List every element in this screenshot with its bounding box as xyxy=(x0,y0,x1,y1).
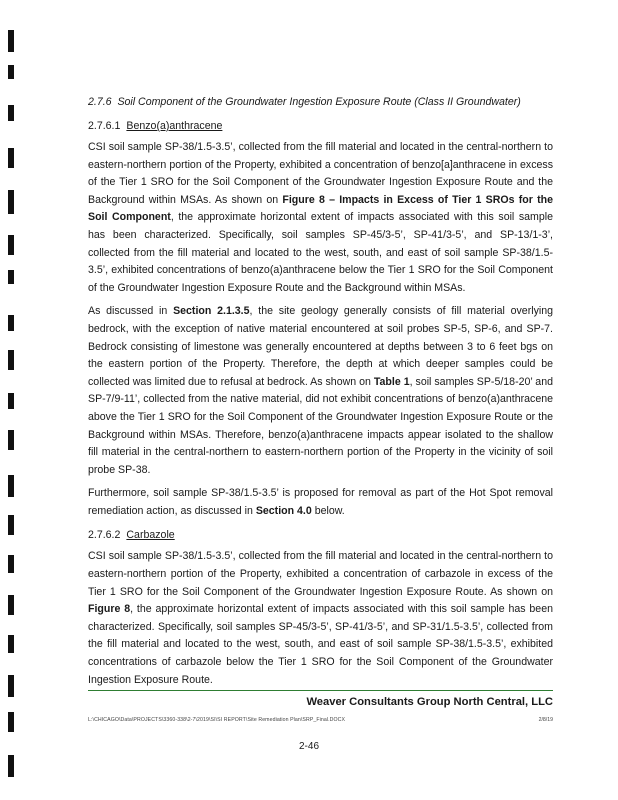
text-run: , the approximate horizontal extent of impacts associated with this soil sample has been characterized. Specifically, soil samples SP-45/3-5’, SP-41/3-5’, and SP-31/1.5-3.5’, collected from the fill material and located to the west, south, and east of soil sample SP-38/1.5-3.5’, exhibited concentrations of carbazole below the Tier 1 SRO for the Soil Component of the Groundwater Ingestion Exposure Route. xyxy=(88,603,553,686)
text-run: , the site geology generally consists of fill material overlying bedrock, with the exception of native material encountered at soil probes SP-5, SP-6, and SP-7. Bedrock consisting of limestone was generally encountered at depths between 3 to 6 feet bgs on the eastern portion of the Property. Therefore, the depth at which deeper samples could be collected was limited due to refusal at bedrock. As shown on xyxy=(88,305,554,388)
text-run: CSI soil sample SP-38/1.5-3.5’, collected from the fill material and located in the central-northern to eastern-northern portion of the Property, exhibited a concentration of benzo[a]anthracene in excess of the Tier 1 SRO for the Soil Component of the Groundwater Ingestion Exposure Route and the Background within MSAs. As shown on xyxy=(88,141,553,206)
firm-name: Weaver Consultants Group North Central, LLC xyxy=(306,696,553,708)
binding-mark xyxy=(8,315,14,331)
subsection-title: Carbazole xyxy=(126,529,175,542)
section-title: Soil Component of the Groundwater Ingestion Exposure Route (Class II Groundwater) xyxy=(117,96,521,108)
binding-mark xyxy=(8,515,14,535)
subsection-number: 2.7.6.2 xyxy=(88,529,121,542)
binding-mark xyxy=(8,65,14,79)
binding-mark xyxy=(8,190,14,214)
footer-rule xyxy=(88,690,553,691)
binding-mark xyxy=(8,430,14,450)
text-run: CSI soil sample SP-38/1.5-3.5’, collected from the fill material and located in the central-northern to eastern-northern portion of the Property, exhibited a concentration of carbazole in excess of the Tier 1 SRO for the Soil Component of the Groundwater Ingestion Exposure Route. As shown on xyxy=(88,550,553,598)
binding-mark xyxy=(8,148,14,168)
section-reference: Section 2.1.3.5 xyxy=(173,305,250,318)
text-run: , soil samples SP-5/18-20’ and SP-7/9-11’, collected from the native material, did not exhibit concentrations of benzo(a)anthracene above the Tier 1 SRO for the Soil Component of the Groundwater Ingestion Exposure Route or the Background within MSAs. Therefore, benzo(a)anthracene impacts appear isolated to the shallow fill material in the central-northern to eastern-northern portion of the Property in the vicinity of soil probe SP-38. xyxy=(88,375,553,476)
binding-mark xyxy=(8,595,14,615)
text-run: , the approximate horizontal extent of impacts associated with this soil sample has been characterized. Specifically, soil samples SP-45/3-5’, SP-41/3-5’, and SP-13/1-3’, collected from the fill material and located to the west, south, and east of soil sample SP-38/1.5-3.5’, exhibited concentrations of benzo(a)anthracene below the Tier 1 SRO for the Soil Component of the Groundwater Ingestion Exposure Route and the Background within MSAs. xyxy=(88,211,553,294)
binding-mark xyxy=(8,755,14,777)
page-number: 2-46 xyxy=(298,741,319,752)
binding-mark xyxy=(8,475,14,497)
binding-mark xyxy=(8,393,14,409)
binding-mark xyxy=(8,105,14,121)
file-path: L:\CHICAGO\Data\PROJECTS\3360-338\2-7\2019\SI\SI REPORT\Site Remediation Plan\SRP_Final.DOCX xyxy=(88,717,346,723)
figure-reference: Figure 8 – Impacts in Excess of Tier 1 SROs for the Soil Component xyxy=(88,193,553,224)
binding-mark xyxy=(8,350,14,370)
subsection-heading-benzo xyxy=(88,118,553,134)
text-run: Furthermore, soil sample SP-38/1.5-3.5’ is proposed for removal as part of the Hot Spot removal remediation action, as discussed in xyxy=(88,487,553,517)
binding-marks xyxy=(8,0,18,800)
footer-date: 2/8/19 xyxy=(538,717,553,723)
subsection-heading-carbazole xyxy=(88,527,553,543)
binding-mark xyxy=(8,675,14,697)
document-body xyxy=(88,94,553,689)
text-run: below. xyxy=(311,504,345,517)
binding-mark xyxy=(8,270,14,284)
paragraph-benzo-2 xyxy=(88,303,553,479)
subsection-number: 2.7.6.1 xyxy=(88,120,121,132)
text-run: As discussed in xyxy=(88,305,174,318)
paragraph-carbazole-1 xyxy=(88,548,553,689)
paragraph-benzo-3 xyxy=(88,485,553,520)
section-reference: Section 4.0 xyxy=(255,504,312,517)
binding-mark xyxy=(8,555,14,573)
subsection-title: Benzo(a)anthracene xyxy=(126,120,223,132)
table-reference: Table 1 xyxy=(373,375,410,388)
section-heading xyxy=(88,94,553,110)
binding-mark xyxy=(8,30,14,52)
binding-mark xyxy=(8,635,14,653)
paragraph-benzo-1 xyxy=(88,139,553,297)
figure-reference: Figure 8 xyxy=(88,603,131,616)
binding-mark xyxy=(8,712,14,732)
binding-mark xyxy=(8,235,14,255)
section-number: 2.7.6 xyxy=(88,96,112,108)
